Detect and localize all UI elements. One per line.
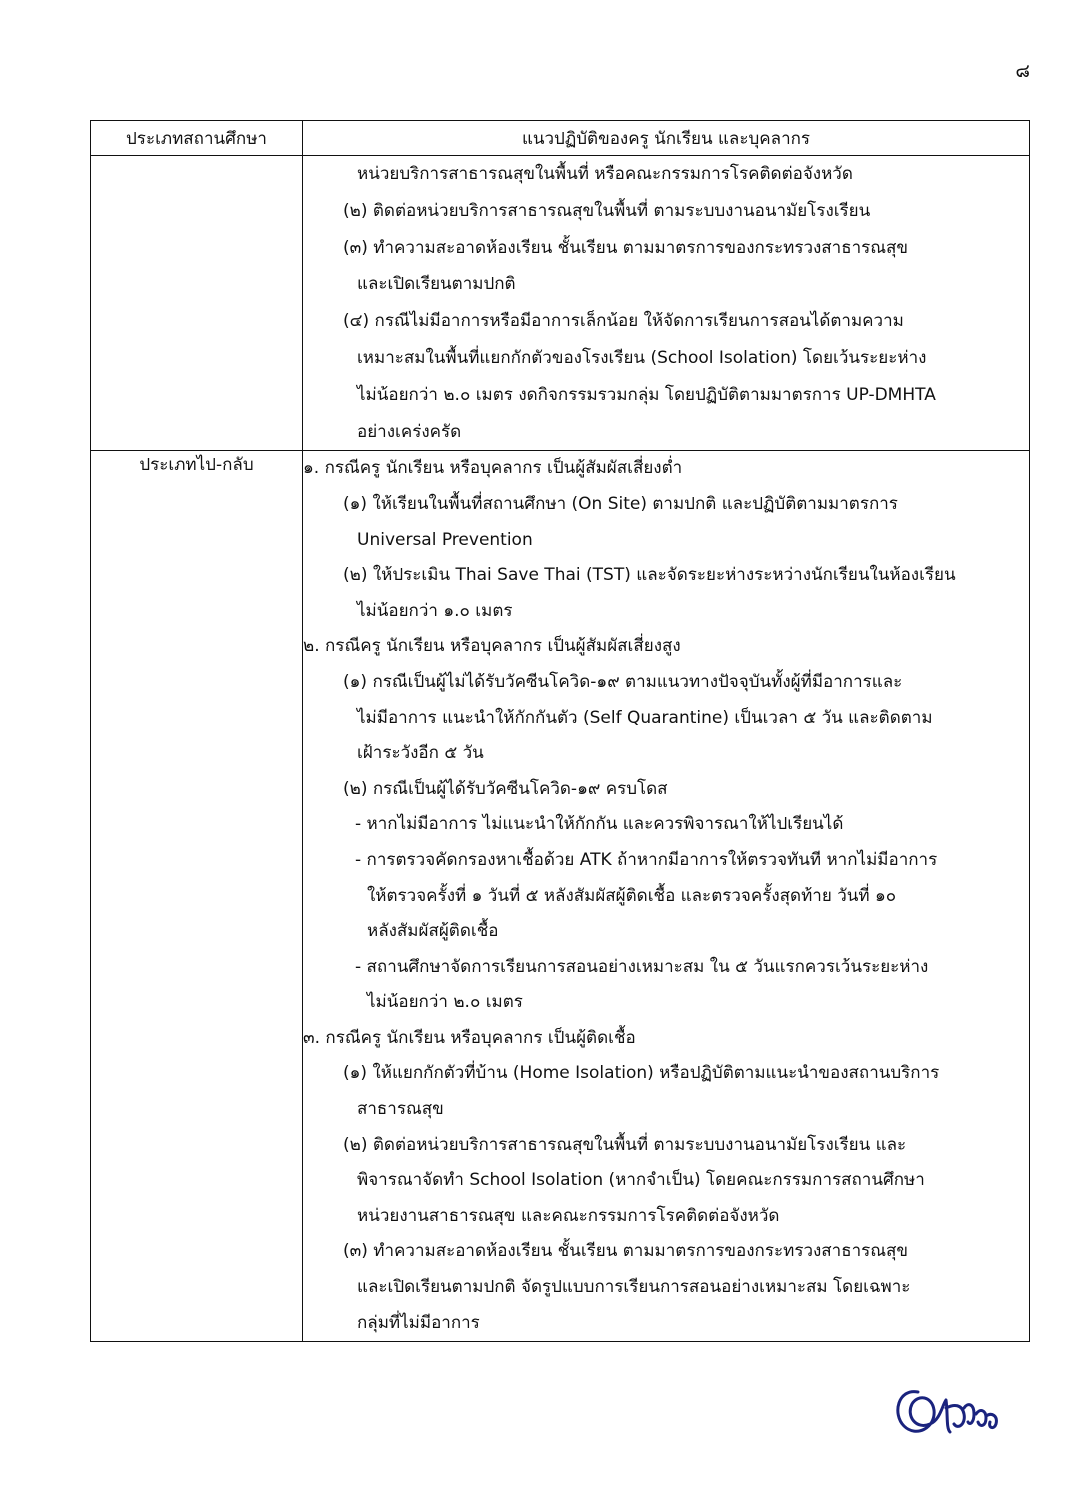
practice-cell bbox=[303, 156, 1030, 451]
practice-line: พิจารณาจัดทำ School Isolation (หากจำเป็น) โดยคณะกรรมการสถานศึกษา bbox=[357, 1170, 925, 1191]
practice-line: ไม่มีอาการ แนะนำให้กักกันตัว (Self Quarantine) เป็นเวลา ๕ วัน และติดตาม bbox=[357, 707, 933, 728]
practice-line: (๒) ให้ประเมิน Thai Save Thai (TST) และจัดระยะห่างระหว่างนักเรียนในห้องเรียน bbox=[343, 565, 956, 586]
practice-line: ให้ตรวจครั้งที่ ๑ วันที่ ๕ หลังสัมผัสผู้ติดเชื้อ และตรวจครั้งสุดท้าย วันที่ ๑๐ bbox=[367, 885, 897, 906]
practice-line: และเปิดเรียนตามปกติ จัดรูปแบบการเรียนการสอนอย่างเหมาะสม โดยเฉพาะ bbox=[357, 1277, 911, 1298]
signature-mark bbox=[888, 1374, 1008, 1444]
practice-line: (๒) ติดต่อหน่วยบริการสาธารณสุขในพื้นที่ ตามระบบงานอนามัยโรงเรียน และ bbox=[343, 1134, 907, 1155]
practice-line: (๒) ติดต่อหน่วยบริการสาธารณสุขในพื้นที่ ตามระบบงานอนามัยโรงเรียน bbox=[343, 200, 871, 221]
practice-line: เหมาะสมในพื้นที่แยกกักตัวของโรงเรียน (School Isolation) โดยเว้นระยะห่าง bbox=[357, 347, 927, 368]
school-type-cell bbox=[91, 156, 303, 451]
practice-line: หลังสัมผัสผู้ติดเชื้อ bbox=[367, 921, 499, 942]
practice-line: ไม่น้อยกว่า ๒.๐ เมตร งดกิจกรรมรวมกลุ่ม โดยปฏิบัติตามมาตรการ UP-DMHTA bbox=[357, 384, 936, 405]
practice-line: กลุ่มที่ไม่มีอาการ bbox=[357, 1312, 480, 1333]
practice-line: Universal Prevention bbox=[357, 529, 533, 550]
practice-line: หน่วยบริการสาธารณสุขในพื้นที่ หรือคณะกรรมการโรคติดต่อจังหวัด bbox=[357, 164, 853, 184]
practice-line: ไม่น้อยกว่า ๒.๐ เมตร bbox=[367, 992, 523, 1013]
practice-line: ๒. กรณีครู นักเรียน หรือบุคลากร เป็นผู้สัมผัสเสี่ยงสูง bbox=[303, 636, 681, 657]
practice-line: (๒) กรณีเป็นผู้ได้รับวัคซีนโควิด-๑๙ ครบโดส bbox=[343, 778, 668, 799]
table-row bbox=[91, 451, 1030, 1342]
page-number: ๘ bbox=[1015, 60, 1030, 82]
header-practice: แนวปฏิบัติของครู นักเรียน และบุคลากร bbox=[303, 121, 1030, 156]
practice-line: (๑) กรณีเป็นผู้ไม่ได้รับวัคซีนโควิด-๑๙ ตามแนวทางปัจจุบันทั้งผู้ที่มีอาการและ bbox=[343, 671, 903, 692]
practice-cell bbox=[303, 451, 1030, 1342]
guideline-table bbox=[90, 120, 1030, 1342]
practice-line: ๑. กรณีครู นักเรียน หรือบุคลากร เป็นผู้สัมผัสเสี่ยงต่ำ bbox=[303, 458, 683, 479]
practice-line: (๑) ให้แยกกักตัวที่บ้าน (Home Isolation) หรือปฏิบัติตามแนะนำของสถานบริการ bbox=[343, 1063, 940, 1084]
practice-line: และเปิดเรียนตามปกติ bbox=[357, 274, 516, 295]
practice-line: หน่วยงานสาธารณสุข และคณะกรรมการโรคติดต่อจังหวัด bbox=[357, 1205, 780, 1226]
practice-line: สาธารณสุข bbox=[357, 1099, 444, 1120]
practice-line: (๓) ทำความสะอาดห้องเรียน ชั้นเรียน ตามมาตรการของกระทรวงสาธารณสุข bbox=[343, 237, 909, 258]
practice-line: ๓. กรณีครู นักเรียน หรือบุคลากร เป็นผู้ติดเชื้อ bbox=[303, 1027, 636, 1048]
practice-line: อย่างเคร่งครัด bbox=[357, 421, 462, 442]
header-school-type: ประเภทสถานศึกษา bbox=[91, 121, 303, 156]
table-row bbox=[91, 156, 1030, 451]
school-type-cell: ประเภทไป-กลับ bbox=[91, 451, 303, 1342]
practice-line: ไม่น้อยกว่า ๑.๐ เมตร bbox=[357, 600, 513, 621]
practice-line: - สถานศึกษาจัดการเรียนการสอนอย่างเหมาะสม ใน ๕ วันแรกควรเว้นระยะห่าง bbox=[355, 956, 929, 977]
practice-line: (๓) ทำความสะอาดห้องเรียน ชั้นเรียน ตามมาตรการของกระทรวงสาธารณสุข bbox=[343, 1241, 909, 1262]
table-header-row bbox=[91, 121, 1030, 156]
practice-line: - หากไม่มีอาการ ไม่แนะนำให้กักกัน และควรพิจารณาให้ไปเรียนได้ bbox=[355, 814, 844, 835]
practice-line: (๔) กรณีไม่มีอาการหรือมีอาการเล็กน้อย ให้จัดการเรียนการสอนได้ตามความ bbox=[343, 311, 904, 332]
practice-line: - การตรวจคัดกรองหาเชื้อด้วย ATK ถ้าหากมีอาการให้ตรวจทันที หากไม่มีอาการ bbox=[355, 849, 938, 870]
practice-line: (๑) ให้เรียนในพื้นที่สถานศึกษา (On Site) ตามปกติ และปฏิบัติตามมาตรการ bbox=[343, 493, 898, 514]
practice-line: เฝ้าระวังอีก ๕ วัน bbox=[357, 743, 484, 764]
